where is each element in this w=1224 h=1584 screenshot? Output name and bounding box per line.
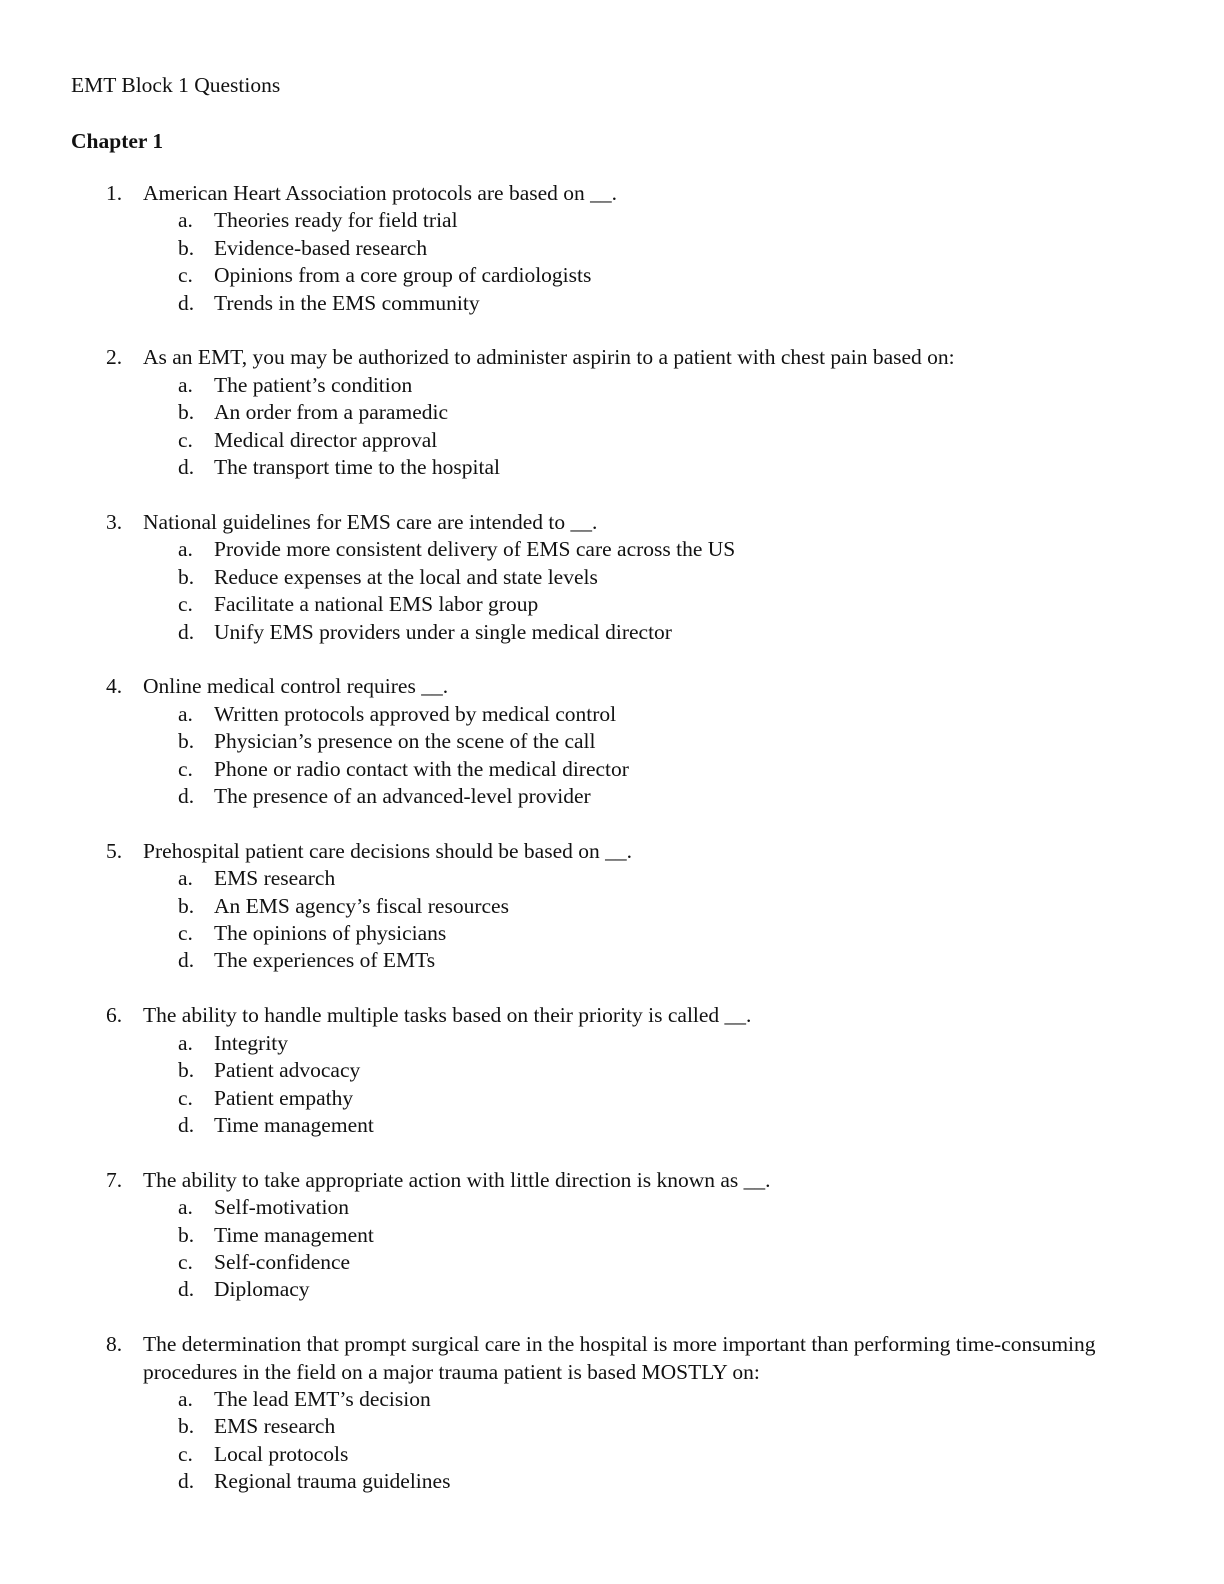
question-number: 6. bbox=[106, 1003, 123, 1028]
option-letter: b. bbox=[178, 1414, 195, 1439]
option-letter: c. bbox=[178, 263, 193, 288]
answer-option bbox=[0, 1030, 1224, 1057]
option-letter: a. bbox=[178, 537, 193, 562]
answer-option bbox=[0, 701, 1224, 728]
answer-option bbox=[0, 1413, 1224, 1440]
question-item bbox=[0, 838, 1224, 975]
question-list bbox=[0, 180, 1224, 1523]
option-text: Integrity bbox=[214, 1030, 289, 1055]
option-letter: b. bbox=[178, 400, 195, 425]
question-item bbox=[0, 344, 1224, 481]
answer-option bbox=[0, 536, 1224, 563]
question-item bbox=[0, 1167, 1224, 1304]
answer-option bbox=[0, 454, 1224, 481]
answer-option bbox=[0, 728, 1224, 755]
option-text: The lead EMT’s decision bbox=[214, 1387, 431, 1412]
answer-option bbox=[0, 1468, 1224, 1495]
answer-option bbox=[0, 865, 1224, 892]
answer-options bbox=[0, 372, 1224, 482]
answer-option bbox=[0, 1386, 1224, 1413]
option-letter: b. bbox=[178, 564, 195, 589]
answer-options bbox=[0, 207, 1224, 317]
option-text: Written protocols approved by medical control bbox=[214, 701, 617, 726]
option-text: Unify EMS providers under a single medical director bbox=[214, 619, 672, 644]
option-letter: b. bbox=[178, 893, 195, 918]
answer-option bbox=[0, 290, 1224, 317]
option-text: Self-confidence bbox=[214, 1250, 351, 1274]
option-letter: a. bbox=[178, 1195, 193, 1220]
answer-option bbox=[0, 564, 1224, 591]
answer-option bbox=[0, 427, 1224, 454]
option-text: The experiences of EMTs bbox=[214, 948, 436, 973]
option-text: EMS research bbox=[214, 1414, 336, 1439]
question-number: 3. bbox=[106, 509, 123, 534]
answer-option bbox=[0, 756, 1224, 783]
option-text: Diplomacy bbox=[214, 1277, 310, 1302]
answer-option bbox=[0, 1441, 1224, 1468]
option-letter: a. bbox=[178, 1387, 193, 1412]
option-text: The opinions of physicians bbox=[214, 921, 447, 946]
option-letter: d. bbox=[178, 948, 195, 973]
answer-option bbox=[0, 372, 1224, 399]
option-letter: a. bbox=[178, 1030, 193, 1055]
answer-option bbox=[0, 947, 1224, 974]
answer-option bbox=[0, 920, 1224, 947]
answer-option bbox=[0, 399, 1224, 426]
option-letter: d. bbox=[178, 1112, 195, 1137]
question-number: 7. bbox=[106, 1167, 123, 1192]
option-letter: b. bbox=[178, 729, 195, 754]
document-title: EMT Block 1 Questions bbox=[71, 73, 281, 97]
option-letter: a. bbox=[178, 866, 193, 891]
option-text: Theories ready for field trial bbox=[214, 208, 458, 233]
question-text: Prehospital patient care decisions should be based on __. bbox=[143, 838, 633, 863]
option-letter: a. bbox=[178, 208, 193, 233]
option-text: Medical director approval bbox=[214, 427, 438, 452]
question-item bbox=[0, 509, 1224, 646]
answer-option bbox=[0, 1222, 1224, 1249]
option-text: EMS research bbox=[214, 866, 336, 891]
option-letter: c. bbox=[178, 1085, 193, 1110]
option-text: The patient’s condition bbox=[214, 372, 413, 397]
option-text: An order from a paramedic bbox=[214, 400, 449, 425]
answer-options bbox=[0, 1030, 1224, 1140]
answer-option bbox=[0, 1194, 1224, 1221]
option-text: An EMS agency’s fiscal resources bbox=[214, 893, 509, 918]
answer-option bbox=[0, 1057, 1224, 1084]
option-letter: c. bbox=[178, 1441, 193, 1466]
option-text: The presence of an advanced-level provider bbox=[214, 783, 591, 808]
question-text: American Heart Association protocols are based on __. bbox=[143, 181, 618, 205]
question-text: National guidelines for EMS care are intended to __. bbox=[143, 509, 598, 534]
question-number: 8. bbox=[106, 1332, 123, 1357]
answer-option bbox=[0, 235, 1224, 262]
option-letter: b. bbox=[178, 235, 195, 260]
question-number: 2. bbox=[106, 345, 123, 370]
option-text: Reduce expenses at the local and state levels bbox=[214, 564, 598, 589]
answer-option bbox=[0, 1276, 1224, 1303]
question-number: 4. bbox=[106, 674, 123, 699]
answer-option bbox=[0, 1085, 1224, 1112]
answer-option bbox=[0, 207, 1224, 234]
option-text: Trends in the EMS community bbox=[214, 290, 480, 315]
question-number: 5. bbox=[106, 838, 123, 863]
question-text: The determination that prompt surgical care in the hospital is more important than performing time-consuming procedures in the field on a major trauma patient is based MOSTLY on: bbox=[143, 1332, 1096, 1384]
option-letter: b. bbox=[178, 1222, 195, 1247]
option-text: Self-motivation bbox=[214, 1195, 349, 1220]
option-letter: c. bbox=[178, 1250, 193, 1274]
question-number: 1. bbox=[106, 181, 123, 205]
option-text: Patient advocacy bbox=[214, 1058, 361, 1083]
option-letter: a. bbox=[178, 372, 193, 397]
answer-option bbox=[0, 619, 1224, 646]
option-letter: b. bbox=[178, 1058, 195, 1083]
option-text: Physician’s presence on the scene of the call bbox=[214, 729, 596, 754]
question-text: As an EMT, you may be authorized to administer aspirin to a patient with chest pain based on: bbox=[143, 345, 955, 370]
question-item bbox=[0, 673, 1224, 810]
option-letter: c. bbox=[178, 427, 193, 452]
option-letter: c. bbox=[178, 592, 193, 617]
answer-options bbox=[0, 865, 1224, 975]
answer-options bbox=[0, 1194, 1224, 1304]
option-text: Opinions from a core group of cardiologists bbox=[214, 263, 592, 288]
answer-option bbox=[0, 591, 1224, 618]
chapter-heading: Chapter 1 bbox=[71, 129, 164, 153]
option-letter: a. bbox=[178, 701, 193, 726]
option-text: Patient empathy bbox=[214, 1085, 354, 1110]
option-letter: d. bbox=[178, 455, 195, 480]
question-item bbox=[0, 1002, 1224, 1139]
option-letter: d. bbox=[178, 619, 195, 644]
option-text: Time management bbox=[214, 1112, 374, 1137]
answer-option bbox=[0, 1112, 1224, 1139]
option-letter: d. bbox=[178, 783, 195, 808]
answer-options bbox=[0, 1386, 1224, 1496]
answer-option bbox=[0, 783, 1224, 810]
option-letter: c. bbox=[178, 921, 193, 946]
option-text: Facilitate a national EMS labor group bbox=[214, 592, 539, 617]
option-text: Time management bbox=[214, 1222, 374, 1247]
option-text: Local protocols bbox=[214, 1441, 349, 1466]
option-text: The transport time to the hospital bbox=[214, 455, 501, 480]
answer-options bbox=[0, 536, 1224, 646]
option-text: Regional trauma guidelines bbox=[214, 1469, 451, 1494]
option-letter: c. bbox=[178, 756, 193, 781]
answer-option bbox=[0, 893, 1224, 920]
answer-options bbox=[0, 701, 1224, 811]
option-letter: d. bbox=[178, 290, 195, 315]
answer-option bbox=[0, 262, 1224, 289]
option-letter: d. bbox=[178, 1277, 195, 1302]
question-item bbox=[0, 1331, 1224, 1495]
option-text: Provide more consistent delivery of EMS care across the US bbox=[214, 537, 736, 562]
option-text: Phone or radio contact with the medical director bbox=[214, 756, 629, 781]
question-text: Online medical control requires __. bbox=[143, 674, 449, 699]
question-text: The ability to take appropriate action with little direction is known as __. bbox=[143, 1167, 771, 1192]
answer-option bbox=[0, 1249, 1224, 1276]
question-text: The ability to handle multiple tasks based on their priority is called __. bbox=[143, 1003, 752, 1028]
option-letter: d. bbox=[178, 1469, 195, 1494]
option-text: Evidence-based research bbox=[214, 235, 428, 260]
question-item bbox=[0, 180, 1224, 317]
